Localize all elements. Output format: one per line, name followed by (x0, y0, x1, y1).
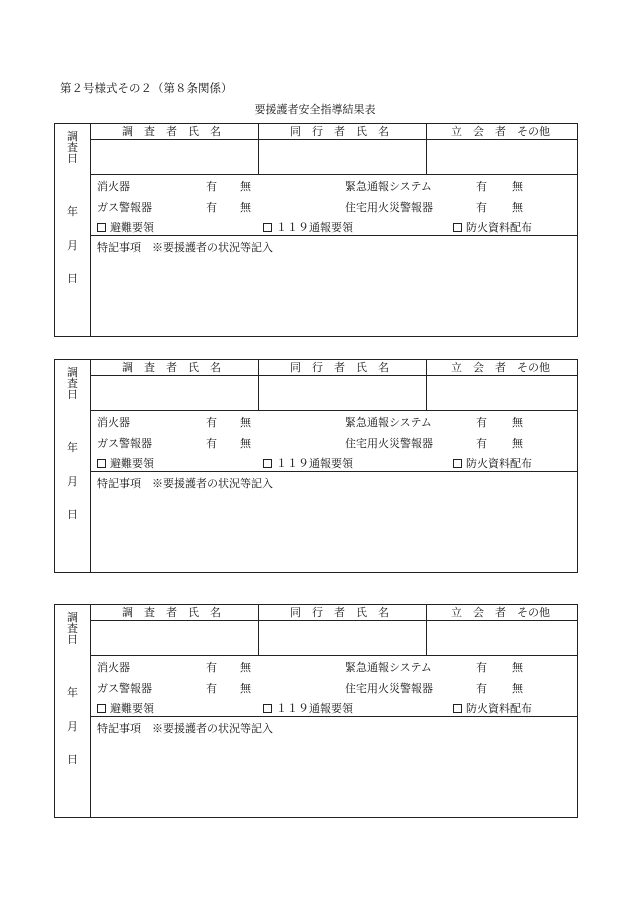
day-label[interactable]: 日 (67, 753, 78, 766)
survey-date-column (55, 605, 90, 817)
call-119-checkbox[interactable] (263, 222, 353, 233)
survey-label-2: 査 (67, 377, 78, 390)
emergency-system-has[interactable]: 有 (476, 661, 487, 674)
divider (258, 124, 259, 174)
house-fire-alarm-none[interactable]: 無 (512, 201, 523, 214)
gas-alarm-none[interactable]: 無 (240, 437, 251, 450)
divider (90, 360, 91, 572)
extinguisher-none[interactable]: 無 (240, 661, 251, 674)
document-title: 要援護者安全指導結果表 (254, 103, 376, 116)
form-number-title: 第２号様式その２（第８条関係） (60, 81, 233, 95)
divider (426, 124, 427, 174)
notes-label: 特記事項 ※要援護者の状況等記入 (97, 241, 273, 254)
extinguisher-none[interactable]: 無 (240, 180, 251, 193)
gas-alarm-label: ガス警報器 (97, 437, 152, 450)
survey-label-1: 調 (67, 366, 78, 379)
investigator-header: 調 査 者 氏 名 (122, 125, 221, 138)
house-fire-alarm-label: 住宅用火災警報器 (345, 682, 433, 695)
divider (90, 124, 91, 336)
checkbox-icon[interactable] (97, 223, 106, 232)
gas-alarm-none[interactable]: 無 (240, 201, 251, 214)
result-block-2 (54, 359, 578, 573)
extinguisher-has[interactable]: 有 (206, 416, 217, 429)
divider (90, 375, 577, 376)
gas-alarm-none[interactable]: 無 (240, 682, 251, 695)
extinguisher-label: 消火器 (97, 180, 130, 193)
companion-header: 同 行 者 氏 名 (290, 606, 389, 619)
leaflet-checkbox[interactable] (453, 222, 532, 233)
emergency-system-none[interactable]: 無 (512, 180, 523, 193)
house-fire-alarm-none[interactable]: 無 (512, 682, 523, 695)
witness-header: 立 会 者 その他 (451, 361, 550, 374)
checkbox-icon[interactable] (97, 704, 106, 713)
emergency-system-has[interactable]: 有 (476, 180, 487, 193)
gas-alarm-has[interactable]: 有 (206, 682, 217, 695)
year-label[interactable]: 年 (67, 441, 78, 454)
survey-date-column (55, 360, 90, 572)
day-label[interactable]: 日 (67, 508, 78, 521)
gas-alarm-has[interactable]: 有 (206, 201, 217, 214)
house-fire-alarm-has[interactable]: 有 (476, 682, 487, 695)
emergency-system-has[interactable]: 有 (476, 416, 487, 429)
checkbox-icon[interactable] (453, 704, 462, 713)
extinguisher-has[interactable]: 有 (206, 180, 217, 193)
leaflet-label: 防火資料配布 (466, 457, 532, 470)
notes-label: 特記事項 ※要援護者の状況等記入 (97, 722, 273, 735)
gas-alarm-label: ガス警報器 (97, 682, 152, 695)
divider (90, 410, 577, 411)
witness-header: 立 会 者 その他 (451, 606, 550, 619)
divider (90, 139, 577, 140)
leaflet-checkbox[interactable] (453, 458, 532, 469)
evacuation-checkbox[interactable] (97, 703, 154, 714)
emergency-system-none[interactable]: 無 (512, 416, 523, 429)
call-119-checkbox[interactable] (263, 458, 353, 469)
divider (90, 235, 577, 236)
notes-label: 特記事項 ※要援護者の状況等記入 (97, 477, 273, 490)
divider (258, 360, 259, 410)
divider (90, 605, 91, 817)
emergency-system-label: 緊急通報システム (345, 416, 432, 429)
checkbox-icon[interactable] (263, 459, 272, 468)
house-fire-alarm-has[interactable]: 有 (476, 437, 487, 450)
house-fire-alarm-label: 住宅用火災警報器 (345, 437, 433, 450)
call-119-label: １１９通報要領 (276, 702, 353, 715)
month-label[interactable]: 月 (67, 239, 78, 252)
divider (90, 174, 577, 175)
leaflet-label: 防火資料配布 (466, 221, 532, 234)
investigator-header: 調 査 者 氏 名 (122, 606, 221, 619)
year-label[interactable]: 年 (67, 686, 78, 699)
emergency-system-label: 緊急通報システム (345, 661, 432, 674)
survey-label-3: 日 (67, 152, 78, 165)
evacuation-label: 避難要領 (110, 457, 154, 470)
extinguisher-label: 消火器 (97, 661, 130, 674)
witness-header: 立 会 者 その他 (451, 125, 550, 138)
survey-label-2: 査 (67, 141, 78, 154)
divider (90, 471, 577, 472)
emergency-system-label: 緊急通報システム (345, 180, 432, 193)
house-fire-alarm-none[interactable]: 無 (512, 437, 523, 450)
divider (90, 620, 577, 621)
divider (90, 716, 577, 717)
leaflet-checkbox[interactable] (453, 703, 532, 714)
extinguisher-label: 消火器 (97, 416, 130, 429)
divider (90, 655, 577, 656)
evacuation-checkbox[interactable] (97, 222, 154, 233)
divider (426, 605, 427, 655)
call-119-label: １１９通報要領 (276, 221, 353, 234)
survey-label-3: 日 (67, 388, 78, 401)
house-fire-alarm-has[interactable]: 有 (476, 201, 487, 214)
result-block-3 (54, 604, 578, 818)
emergency-system-none[interactable]: 無 (512, 661, 523, 674)
evacuation-label: 避難要領 (110, 702, 154, 715)
companion-header: 同 行 者 氏 名 (290, 361, 389, 374)
call-119-label: １１９通報要領 (276, 457, 353, 470)
evacuation-label: 避難要領 (110, 221, 154, 234)
divider (426, 360, 427, 410)
extinguisher-none[interactable]: 無 (240, 416, 251, 429)
checkbox-icon[interactable] (97, 459, 106, 468)
survey-label-2: 査 (67, 622, 78, 635)
evacuation-checkbox[interactable] (97, 458, 154, 469)
survey-label-1: 調 (67, 611, 78, 624)
extinguisher-has[interactable]: 有 (206, 661, 217, 674)
leaflet-label: 防火資料配布 (466, 702, 532, 715)
companion-header: 同 行 者 氏 名 (290, 125, 389, 138)
call-119-checkbox[interactable] (263, 703, 353, 714)
checkbox-icon[interactable] (263, 223, 272, 232)
house-fire-alarm-label: 住宅用火災警報器 (345, 201, 433, 214)
month-label[interactable]: 月 (67, 475, 78, 488)
survey-date-column (55, 124, 90, 336)
checkbox-icon[interactable] (263, 704, 272, 713)
result-block-1 (54, 123, 578, 337)
month-label[interactable]: 月 (67, 720, 78, 733)
checkbox-icon[interactable] (453, 459, 462, 468)
checkbox-icon[interactable] (453, 223, 462, 232)
divider (258, 605, 259, 655)
gas-alarm-label: ガス警報器 (97, 201, 152, 214)
day-label[interactable]: 日 (67, 272, 78, 285)
survey-label-3: 日 (67, 633, 78, 646)
year-label[interactable]: 年 (67, 205, 78, 218)
survey-label-1: 調 (67, 130, 78, 143)
gas-alarm-has[interactable]: 有 (206, 437, 217, 450)
investigator-header: 調 査 者 氏 名 (122, 361, 221, 374)
